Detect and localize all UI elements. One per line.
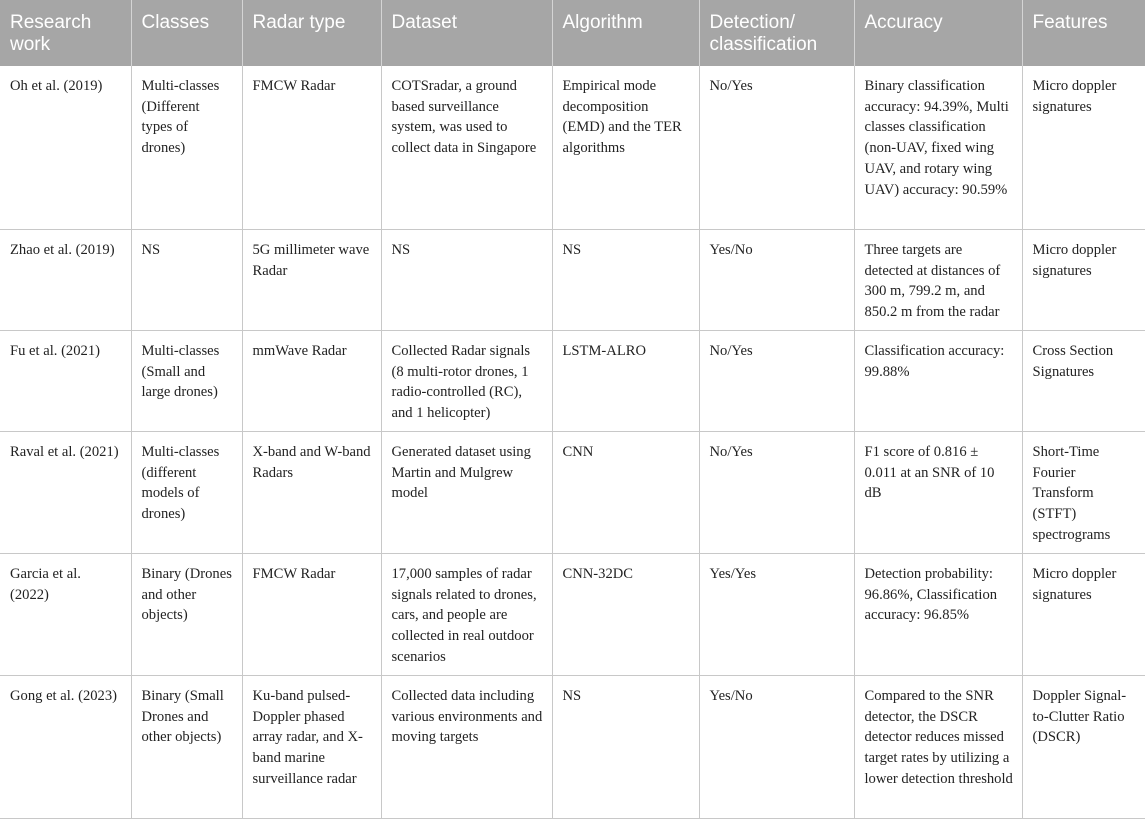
cell-algorithm: NS <box>552 230 699 331</box>
cell-algorithm: CNN <box>552 432 699 554</box>
cell-accuracy: Detection probability: 96.86%, Classification accuracy: 96.85% <box>854 554 1022 676</box>
cell-features: Micro doppler signatures <box>1022 66 1145 230</box>
table-row <box>0 230 1145 331</box>
cell-detection-classification: No/Yes <box>699 432 854 554</box>
cell-accuracy: Binary classification accuracy: 94.39%, Multi classes classification (non-UAV, fixed wing UAV, and rotary wing UAV) accuracy: 90.59% <box>854 66 1022 230</box>
header-radar-type: Radar type <box>242 0 381 66</box>
header-row <box>0 0 1145 66</box>
cell-accuracy: Three targets are detected at distances of 300 m, 799.2 m, and 850.2 m from the radar <box>854 230 1022 331</box>
header-algorithm: Algorithm <box>552 0 699 66</box>
cell-algorithm: CNN-32DC <box>552 554 699 676</box>
cell-classes: Multi-classes (Different types of drones) <box>131 66 242 230</box>
cell-accuracy: Classification accuracy: 99.88% <box>854 331 1022 432</box>
cell-radar-type: FMCW Radar <box>242 66 381 230</box>
cell-radar-type: mmWave Radar <box>242 331 381 432</box>
cell-features: Doppler Signal-to-Clutter Ratio (DSCR) <box>1022 676 1145 819</box>
cell-classes: Multi-classes (Small and large drones) <box>131 331 242 432</box>
cell-classes: Binary (Small Drones and other objects) <box>131 676 242 819</box>
table-header <box>0 0 1145 66</box>
cell-research-work: Fu et al. (2021) <box>0 331 131 432</box>
header-accuracy: Accuracy <box>854 0 1022 66</box>
table-row <box>0 331 1145 432</box>
cell-algorithm: NS <box>552 676 699 819</box>
cell-features: Cross Section Signatures <box>1022 331 1145 432</box>
cell-research-work: Raval et al. (2021) <box>0 432 131 554</box>
cell-dataset: Collected data including various environments and moving targets <box>381 676 552 819</box>
cell-dataset: Generated dataset using Martin and Mulgrew model <box>381 432 552 554</box>
cell-detection-classification: Yes/Yes <box>699 554 854 676</box>
cell-classes: NS <box>131 230 242 331</box>
table-body <box>0 66 1145 819</box>
cell-research-work: Zhao et al. (2019) <box>0 230 131 331</box>
cell-radar-type: 5G millimeter wave Radar <box>242 230 381 331</box>
cell-features: Micro doppler signatures <box>1022 554 1145 676</box>
cell-features: Short-Time Fourier Transform (STFT) spectrograms <box>1022 432 1145 554</box>
cell-dataset: Collected Radar signals (8 multi-rotor drones, 1 radio-controlled (RC), and 1 helicopter) <box>381 331 552 432</box>
cell-radar-type: FMCW Radar <box>242 554 381 676</box>
cell-features: Micro doppler signatures <box>1022 230 1145 331</box>
cell-detection-classification: Yes/No <box>699 676 854 819</box>
table-row <box>0 432 1145 554</box>
cell-classes: Multi-classes (different models of drones) <box>131 432 242 554</box>
cell-detection-classification: Yes/No <box>699 230 854 331</box>
cell-research-work: Oh et al. (2019) <box>0 66 131 230</box>
cell-algorithm: Empirical mode decomposition (EMD) and the TER algorithms <box>552 66 699 230</box>
cell-algorithm: LSTM-ALRO <box>552 331 699 432</box>
cell-dataset: 17,000 samples of radar signals related to drones, cars, and people are collected in real outdoor scenarios <box>381 554 552 676</box>
table-row <box>0 66 1145 230</box>
cell-dataset: COTSradar, a ground based surveillance system, was used to collect data in Singapore <box>381 66 552 230</box>
header-research-work: Research work <box>0 0 131 66</box>
cell-accuracy: F1 score of 0.816 ± 0.011 at an SNR of 10 dB <box>854 432 1022 554</box>
cell-classes: Binary (Drones and other objects) <box>131 554 242 676</box>
header-dataset: Dataset <box>381 0 552 66</box>
cell-radar-type: X-band and W-band Radars <box>242 432 381 554</box>
cell-dataset: NS <box>381 230 552 331</box>
cell-research-work: Gong et al. (2023) <box>0 676 131 819</box>
cell-research-work: Garcia et al. (2022) <box>0 554 131 676</box>
cell-detection-classification: No/Yes <box>699 66 854 230</box>
header-classes: Classes <box>131 0 242 66</box>
header-features: Features <box>1022 0 1145 66</box>
table-row <box>0 554 1145 676</box>
cell-detection-classification: No/Yes <box>699 331 854 432</box>
table-row <box>0 676 1145 819</box>
header-detection-classification: Detection/ classification <box>699 0 854 66</box>
cell-accuracy: Compared to the SNR detector, the DSCR detector reduces missed target rates by utilizing a lower detection threshold <box>854 676 1022 819</box>
cell-radar-type: Ku-band pulsed-Doppler phased array radar, and X-band marine surveillance radar <box>242 676 381 819</box>
